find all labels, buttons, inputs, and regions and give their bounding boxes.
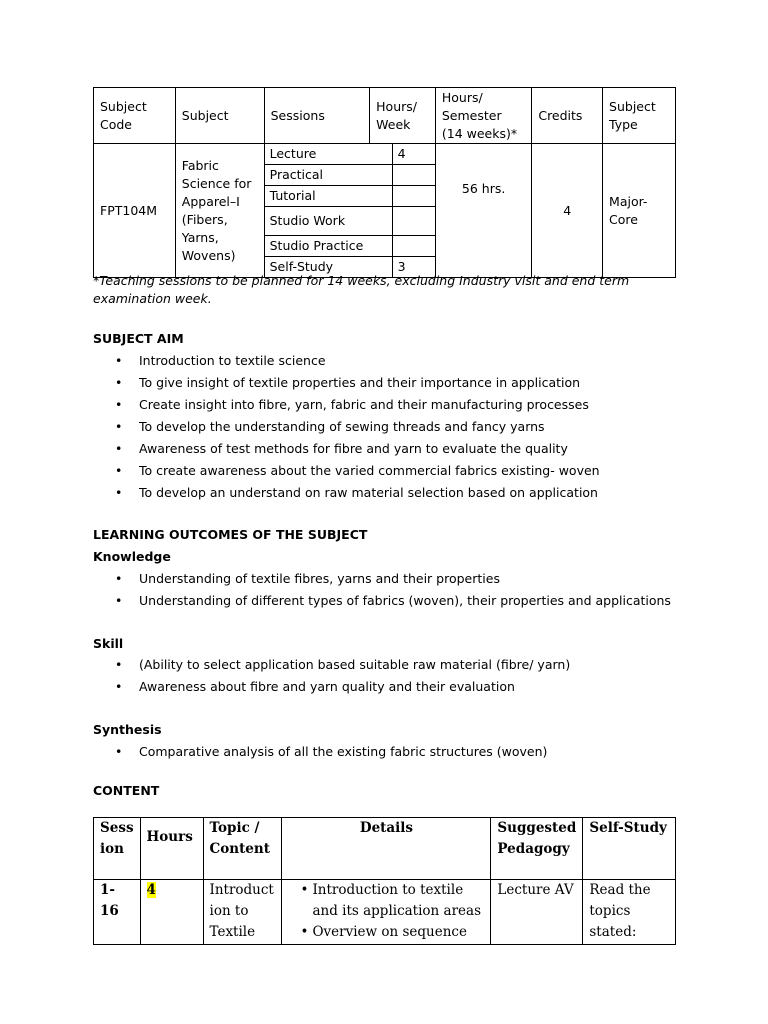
header-subject-type: Subject Type [603, 88, 676, 144]
header-credits: Credits [532, 88, 603, 144]
session-name: Tutorial [265, 186, 393, 207]
session-name: Practical [265, 165, 393, 186]
teaching-note: *Teaching sessions to be planned for 14 weeks, excluding Industry visit and end term examination week. [93, 273, 630, 306]
content-table-header-row [94, 818, 676, 880]
list-item: • Awareness about fibre and yarn quality and their evaluation [115, 679, 515, 694]
session-hours: 4 [392, 144, 435, 165]
course-table-header-row [94, 88, 676, 144]
subject-aim-heading: SUBJECT AIM [93, 331, 184, 346]
session-name: Studio Work [265, 207, 393, 236]
details-list [288, 880, 484, 943]
knowledge-heading: Knowledge [93, 549, 171, 564]
row-pedagogy: Lecture AV [491, 880, 583, 945]
subject-name: Fabric Science for Apparel–I (Fibers, Yarns, Wovens) [175, 144, 264, 278]
list-item: • (Ability to select application based suitable raw material (fibre/ yarn) [115, 657, 571, 672]
course-table [93, 87, 676, 278]
list-item: • Overview on sequence [302, 922, 484, 943]
session-hours [392, 207, 435, 236]
session-hours: 3 [392, 257, 435, 278]
list-item: • Introduction to textile and its application areas [302, 880, 484, 922]
list-item: • Understanding of textile fibres, yarns and their properties [115, 571, 500, 586]
list-item: • To develop the understanding of sewing threads and fancy yarns [115, 419, 545, 434]
header-session: Sess ion [94, 818, 141, 880]
header-hours-week: Hours/ Week [370, 88, 436, 144]
highlighted-hours: 4 [146, 882, 156, 898]
list-item: • Understanding of different types of fabrics (woven), their properties and applications [115, 593, 671, 608]
row-self-study: Read the topics stated: [583, 880, 676, 945]
skill-heading: Skill [93, 636, 124, 651]
row-session: 1-16 [94, 880, 141, 945]
session-row [265, 165, 435, 186]
session-name: Self-Study [265, 257, 393, 278]
sessions-table [265, 144, 435, 277]
header-sessions: Sessions [264, 88, 370, 144]
session-hours [392, 186, 435, 207]
subject-code: FPT104M [94, 144, 176, 278]
session-name: Studio Practice [265, 236, 393, 257]
list-item: • Create insight into fibre, yarn, fabric and their manufacturing processes [115, 397, 589, 412]
subject-type: Major-Core [603, 144, 676, 278]
header-subject: Subject [175, 88, 264, 144]
row-details [282, 880, 491, 945]
header-subject-code: Subject Code [94, 88, 176, 144]
session-name: Lecture [265, 144, 393, 165]
header-self-study: Self-Study [583, 818, 676, 880]
header-details: Details [282, 818, 491, 880]
list-item: • To create awareness about the varied commercial fabrics existing- woven [115, 463, 600, 478]
knowledge-list [93, 568, 671, 612]
learning-outcomes-heading: LEARNING OUTCOMES OF THE SUBJECT [93, 527, 368, 542]
header-topic: Topic / Content [203, 818, 282, 880]
session-row [265, 236, 435, 257]
content-table [93, 817, 676, 945]
header-hours-semester: Hours/ Semester (14 weeks)* [435, 88, 531, 144]
row-topic: Introduct ion to Textile [203, 880, 282, 945]
list-item: • To develop an understand on raw material selection based on application [115, 485, 598, 500]
session-hours [392, 165, 435, 186]
header-hours: Hours [140, 818, 203, 880]
header-pedagogy: Suggested Pedagogy [491, 818, 583, 880]
subject-aim-list [93, 350, 600, 504]
credits: 4 [532, 144, 603, 278]
list-item: • To give insight of textile properties and their importance in application [115, 375, 581, 390]
synthesis-list [93, 741, 547, 763]
session-row [265, 207, 435, 236]
course-table-body-row [94, 144, 676, 278]
skill-list [93, 654, 570, 698]
list-item: • Introduction to textile science [115, 353, 326, 368]
list-item: • Comparative analysis of all the existing fabric structures (woven) [115, 744, 548, 759]
session-hours [392, 236, 435, 257]
content-heading: CONTENT [93, 783, 160, 798]
session-row [265, 186, 435, 207]
table-row [94, 880, 676, 945]
sessions-cell [264, 144, 435, 278]
session-row [265, 144, 435, 165]
synthesis-heading: Synthesis [93, 722, 162, 737]
list-item: • Awareness of test methods for fibre and yarn to evaluate the quality [115, 441, 568, 456]
row-hours [140, 880, 203, 945]
hours-semester: 56 hrs. [435, 144, 531, 278]
